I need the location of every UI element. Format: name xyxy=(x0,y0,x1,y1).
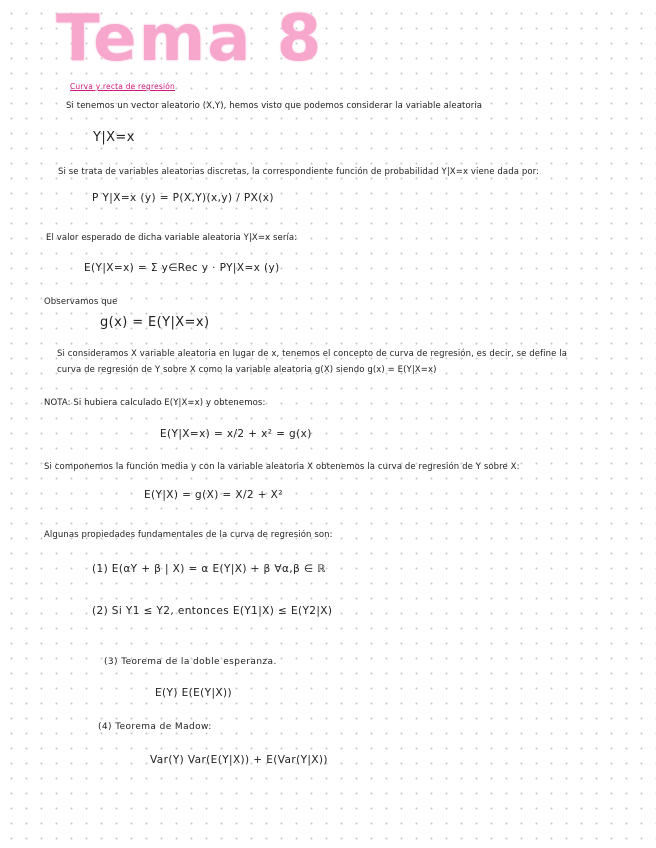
formula-note: E(Y|X=x) = x/2 + x² = g(x) xyxy=(160,428,312,440)
formula-1: Y|X=x xyxy=(93,130,135,145)
formula-2: P Y|X=x (y) = P(X,Y)(x,y) / PX(x) xyxy=(92,192,274,204)
paragraph-1: Si tenemos un vector aleatorio (X,Y), hemos visto que podemos considerar la variable aleatoria xyxy=(66,101,483,111)
paragraph-6: curva de regresión de Y sobre X como la variable aleatoria g(X) siendo g(x) = E(Y|X=x) xyxy=(57,365,437,375)
formula-4: g(x) = E(Y|X=x) xyxy=(100,315,210,330)
section-heading: Curva y recta de regresión xyxy=(70,82,176,91)
note-paragraph: NOTA: Si hubiera calculado E(Y|X=x) y obtenemos: xyxy=(44,398,266,408)
paragraph-2: Si se trata de variables aleatorias discretas, la correspondiente función de probabilidad Y|X=x viene dada por: xyxy=(58,167,540,177)
page-title: Tema 8 xyxy=(56,2,324,76)
property-4-formula: Var(Y) Var(E(Y|X)) + E(Var(Y|X)) xyxy=(150,754,328,766)
property-3-formula: E(Y) E(E(Y|X)) xyxy=(155,687,232,699)
paragraph-4: Observamos que xyxy=(44,297,118,307)
property-3: (3) Teorema de la doble esperanza. xyxy=(104,657,277,667)
property-1: (1) E(αY + β | X) = α E(Y|X) + β ∀α,β ∈ ℝ xyxy=(92,563,326,575)
paragraph-5: Si consideramos X variable aleatoria en lugar de x, tenemos el concepto de curva de regresión, es decir, se define la xyxy=(57,349,568,359)
property-4: (4) Teorema de Madow: xyxy=(98,722,212,732)
formula-3: E(Y|X=x) = Σ y∈Rec y · PY|X=x (y) xyxy=(84,262,280,274)
paragraph-8: Si componemos la función media y con la variable aleatoria X obtenemos la curva de regresión de Y sobre X: xyxy=(44,462,520,472)
paragraph-3: El valor esperado de dicha variable aleatoria Y|X=x sería: xyxy=(46,233,298,243)
formula-regression: E(Y|X) = g(X) = X/2 + X² xyxy=(144,489,283,501)
property-2: (2) Si Y1 ≤ Y2, entonces E(Y1|X) ≤ E(Y2|X) xyxy=(92,605,333,617)
paragraph-9: Algunas propiedades fundamentales de la curva de regresión son: xyxy=(44,530,333,540)
